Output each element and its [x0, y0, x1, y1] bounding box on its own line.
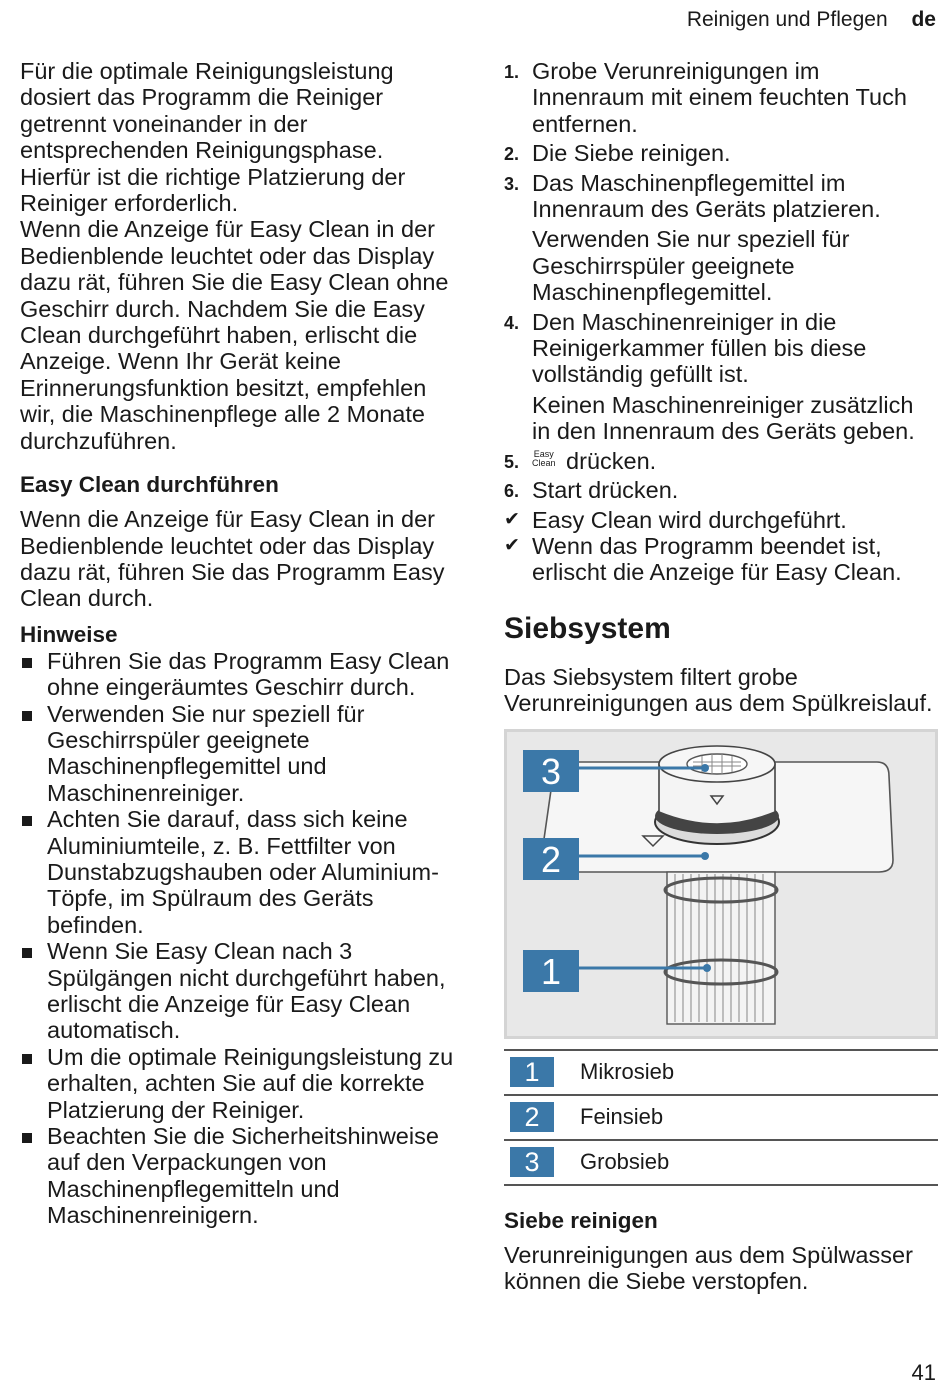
steps-list-end: [504, 448, 936, 504]
siebsystem-text: Das Siebsystem filtert grobe Verunreinigungen aus dem Spülkreislauf.: [504, 663, 933, 717]
step-text: drücken.: [588, 477, 679, 504]
easy-clean-button-icon: [532, 450, 556, 468]
legend-label: Feinsieb: [580, 1103, 664, 1129]
right-column: [504, 58, 936, 1294]
hinweis-item: Um die optimale Reinigungsleistung zu erhalten, achten Sie auf die korrekte Platzierung der Reiniger.: [20, 1044, 460, 1123]
steps-list-cont: [504, 309, 936, 388]
step-item: [504, 309, 936, 388]
legend-row: [504, 1139, 938, 1186]
hinweise-list: [20, 648, 460, 1229]
legend-label: Grobsieb: [580, 1148, 670, 1174]
result-item: [504, 507, 936, 533]
hinweis-item: Beachten Sie die Sicherheitshinweise auf den Verpackungen von Maschinenpflegemitteln und Maschinenreinigern.: [20, 1123, 460, 1229]
label-2: 2: [540, 838, 562, 880]
step-text: Die Siebe reinigen.: [532, 140, 731, 167]
checkmark-icon: ✔: [504, 534, 520, 556]
hinweis-item: Verwenden Sie nur speziell für Geschirrspüler geeignete Maschinenpflegemittel und Maschinenreiniger.: [20, 701, 460, 807]
step-number: 5.: [504, 451, 520, 472]
step-item: [504, 448, 936, 474]
legend-row: [504, 1049, 938, 1094]
step-item: [504, 58, 936, 137]
step-number: 1.: [504, 62, 520, 82]
result-text: Easy Clean wird durchgeführt.: [532, 506, 847, 533]
step-number: 4.: [504, 312, 520, 333]
left-column: [20, 58, 460, 1229]
steps-list: [504, 58, 936, 222]
running-header: [687, 8, 936, 32]
step-3-note: Verwenden Sie nur speziell für Geschirrspüler geeignete Maschinenpflegemittel.: [532, 226, 850, 306]
step-number: 3.: [504, 173, 520, 194]
step-text: drücken.: [566, 447, 657, 474]
result-item: [504, 533, 936, 586]
checkmark-icon: ✔: [504, 508, 520, 530]
siebe-reinigen-text: Verunreinigungen aus dem Spülwasser können die Siebe verstopfen.: [504, 1241, 913, 1294]
language-code: de: [911, 8, 936, 31]
hinweis-item: Führen Sie das Programm Easy Clean ohne eingeräumtes Geschirr durch.: [20, 648, 460, 701]
legend-number: 2: [510, 1102, 554, 1132]
legend-number: 3: [510, 1147, 554, 1177]
section-title: Reinigen und Pflegen: [686, 8, 888, 31]
siebsystem-heading: Siebsystem: [504, 611, 671, 645]
easy-clean-button-line2: Clean: [532, 457, 556, 468]
filter-system-illustration: [504, 729, 938, 1039]
intro-paragraph-2: Wenn die Anzeige für Easy Clean in der Bedienblende leuchtet oder das Display dazu rät, führen Sie die Easy Clean ohne Geschirr durch. Nachdem Sie die Easy Clean durchgeführt haben, erlischt die Anzeige. Wenn Ihr Gerät keine Erinnerungsfunktion besitzt, empfehlen wir, die Maschinenpflege alle 2 Monate durchzuführen.: [20, 216, 449, 454]
step-number: 6.: [504, 481, 520, 502]
siebe-reinigen-heading: Siebe reinigen: [504, 1207, 658, 1233]
result-text: Wenn das Programm beendet ist, erlischt die Anzeige für Easy Clean.: [532, 532, 902, 586]
hinweis-item: Wenn Sie Easy Clean nach 3 Spülgängen nicht durchgeführt haben, erlischt die Anzeige für Easy Clean automatisch.: [20, 938, 460, 1044]
intro-paragraph-1: Für die optimale Reinigungsleistung dosiert das Programm die Reiniger getrennt voneinander in der entsprechenden Reinigungsphase. Hierfür ist die richtige Platzierung der Reiniger erforderlich.: [20, 58, 406, 217]
start-button-label: Start: [532, 477, 582, 504]
easy-clean-text: Wenn die Anzeige für Easy Clean in der Bedienblende leuchtet oder das Display dazu rät, führen Sie das Programm Easy Clean durch.: [20, 506, 445, 612]
hinweise-heading: Hinweise: [20, 621, 118, 647]
step-text: Grobe Verunreinigungen im Innenraum mit einem feuchten Tuch entfernen.: [532, 58, 907, 137]
legend-number: 1: [510, 1057, 554, 1087]
easy-clean-heading: Easy Clean durchführen: [20, 472, 279, 498]
easy-clean-button-line1: Easy: [533, 448, 554, 459]
hinweis-item: Achten Sie darauf, dass sich keine Aluminiumteile, z. B. Fettfilter von Dunstabzugshauben oder Aluminium-Töpfe, im Spülraum des Geräts befinden.: [20, 806, 460, 938]
step-text: Das Maschinenpflegemittel im Innenraum des Geräts platzieren.: [532, 169, 881, 223]
step-item: [504, 140, 936, 166]
page-number: 41: [911, 1360, 936, 1385]
filter-diagram: [507, 732, 935, 1036]
step-number: 2.: [504, 144, 520, 165]
label-3: 3: [540, 750, 562, 792]
legend-row: [504, 1094, 938, 1139]
legend-label: Mikrosieb: [580, 1058, 675, 1084]
step-4-note: Keinen Maschinenreiniger zusätzlich in den Innenraum des Geräts geben.: [532, 391, 915, 445]
legend-table: [504, 1049, 938, 1186]
step-item: [504, 477, 936, 503]
step-text: Den Maschinenreiniger in die Reinigerkammer füllen bis diese vollständig gefüllt ist.: [532, 308, 867, 388]
label-1: 1: [540, 950, 562, 992]
step-item: [504, 170, 936, 223]
